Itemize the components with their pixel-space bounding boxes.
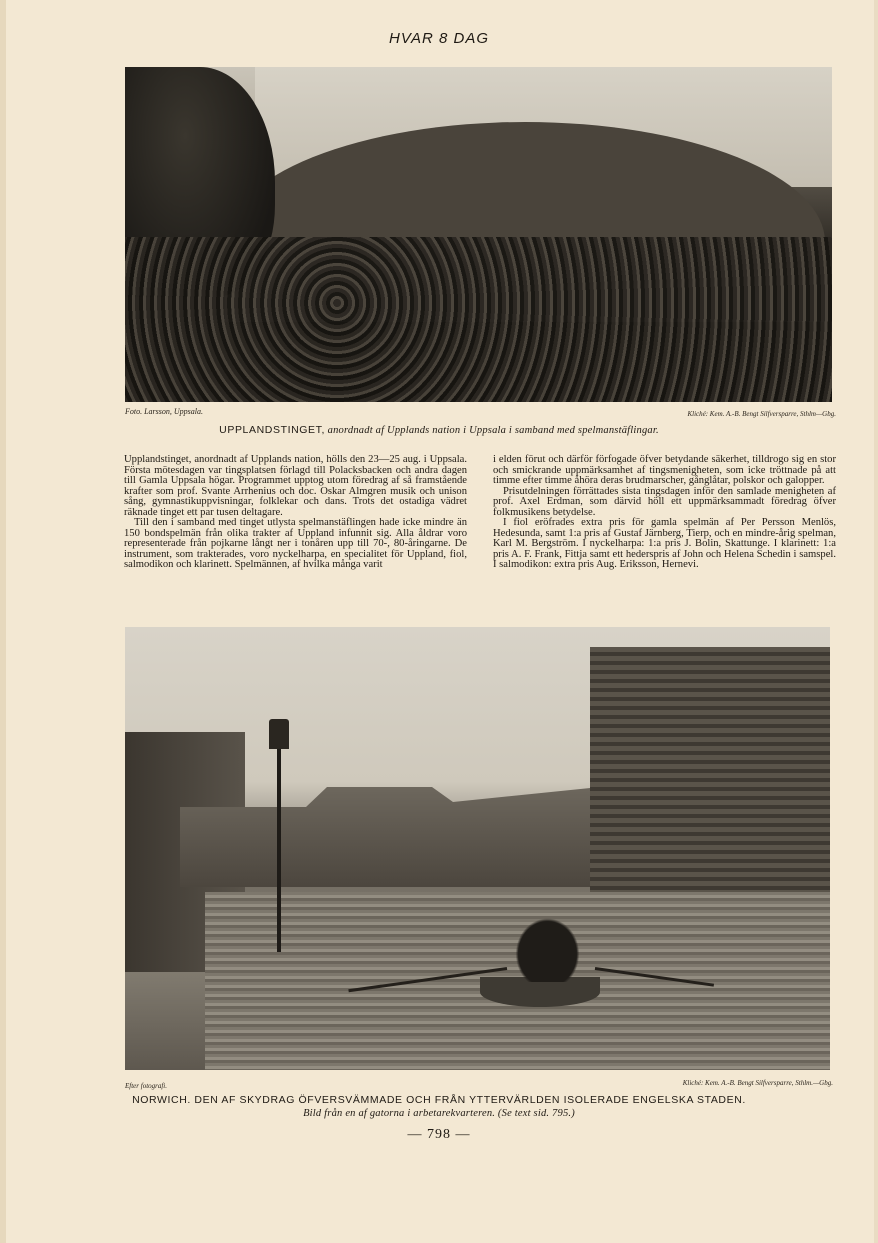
article-paragraph: I fiol eröfrades extra pris för gamla spelmän af Per Persson Menlös, Hedesunda, samt 1:a pris af Gustaf Järnberg, Tierp, och en mindre-årig spelman, Karl M. Bergström. I nyckelharpa: 1:a pris J. Bolin, Skattunge. I klarinett: 1:a pris A. F. Frank, Fittja samt ett hederspris af John och Helena Schedin i samspel. I salmodikon: extra pris Aug. Eriksson, Hernevi. xyxy=(493,517,836,570)
photo-bottom-caption-title: NORWICH. DEN AF SKYDRAG ÖFVERSVÄMMADE OCH FRÅN YTTERVÄRLDEN ISOLERADE ENGELSKA STADEN. xyxy=(132,1094,746,1106)
photo-street-lamp xyxy=(277,722,281,952)
photo-lamp-head xyxy=(269,719,289,749)
photo-norwich-flood xyxy=(125,627,830,1070)
article-paragraph: Till den i samband med tinget utlysta spelmanstäflingen hade icke mindre än 150 bondspelmän från olika trakter af Uppland infunnit sig. Alla åldrar voro representerade från pojkarne långt ner i tonåren upp till 70-, 80-åringarne. De instrument, som trakterades, voro nyckelharpa, en specialitet för Uppland, fiol, salmodikon och klarinett. Spelmännen, af hvilka många varit xyxy=(124,517,467,570)
photo-top-credit-right: Kliché: Kem. A.-B. Bengt Silfversparre, Sthlm—Gbg. xyxy=(687,410,836,418)
photo-bottom-caption xyxy=(0,1094,878,1120)
article-column-right xyxy=(493,455,836,571)
photo-rowers xyxy=(510,912,585,982)
photo-timber-stacks xyxy=(590,647,830,927)
page-number: — 798 — xyxy=(407,1127,471,1142)
photo-bottom-caption-text: Bild från en af gatorna i arbetarekvarteren. (Se text sid. 795.) xyxy=(303,1108,575,1119)
photo-bottom-credit-right: Kliché: Kem. A.-B. Bengt Silfversparre, Sthlm.—Gbg. xyxy=(682,1079,833,1087)
article-paragraph: i elden förut och därför förfogade öfver betydande säkerhet, tilldrogo sig en stor och smickrande uppmärksamhet af tingsmenigheten, som icke tröttnade på att timme efter timme åhöra deras brudmarscher, gånglåtar, polskor och galopper. xyxy=(493,454,836,486)
photo-top-credit-left: Foto. Larsson, Uppsala. xyxy=(125,407,204,416)
article-column-left xyxy=(124,455,467,571)
photo-crowd xyxy=(125,237,832,402)
photo-top-caption-title: UPPLANDSTINGET, xyxy=(219,424,326,436)
photo-upplandstinget-crowd xyxy=(125,67,832,402)
article-paragraph: Prisutdelningen förrättades sista tingsdagen inför den samlade menigheten af prof. Axel Erdman, som därvid höll ett uppmärksammadt föredrag öfver folkmusikens betydelse. xyxy=(493,485,836,518)
article-paragraph: Upplandstinget, anordnadt af Upplands nation, hölls den 23—25 aug. i Uppsala. Första mötesdagen var tingsplatsen förlagd till Polacksbacken och andra dagen till Gamla Uppsala högar. Programmet upptog utom föredrag af så framstående krafter som prof. Svante Arrhenius och doc. Oskar Almgren musik och unison sång, gymnastikuppvisningar, folklekar och dans. Trots det ostadiga vädret räknade tinget ett par tusen deltagare. xyxy=(124,454,467,518)
photo-top-caption xyxy=(0,424,878,437)
running-header: HVAR 8 DAG xyxy=(388,30,490,47)
photo-top-caption-text: anordnadt af Upplands nation i Uppsala i samband med spelmanstäflingar. xyxy=(327,425,659,436)
photo-bottom-credit-left: Efter fotografi. xyxy=(125,1082,167,1090)
